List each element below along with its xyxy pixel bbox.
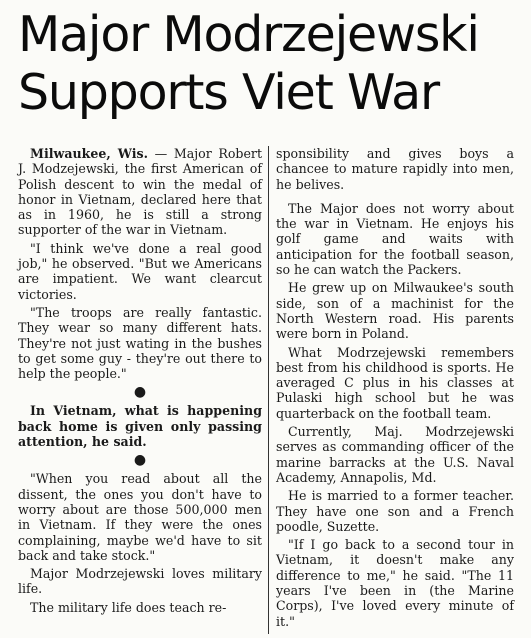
pull-quote: In Vietnam, what is happening back home is given only passing attention, he said. bbox=[18, 403, 262, 450]
paragraph: The military life does teach re- bbox=[30, 599, 227, 615]
paragraph: He is married to a former teacher. They have one son and a French poodle, Suzette. bbox=[276, 488, 514, 534]
paragraph: "I think we've done a real good job," he observed. "But we Americans are impatient. We want clearcut victories. bbox=[18, 240, 262, 302]
paragraph: Major Modrzejewski loves military life. bbox=[18, 566, 262, 597]
paragraph: What Modrzejewski remembers best from his childhood is sports. He averaged C plus in his classes at Pulaski high school but he was quarterback on the football team. bbox=[276, 344, 514, 421]
headline bbox=[18, 6, 523, 122]
lead-paragraph bbox=[18, 146, 262, 238]
paragraph: Currently, Maj. Modrzejewski serves as commanding officer of the marine barracks at the U.S. Naval Academy, Annapolis, Md. bbox=[276, 424, 514, 485]
paragraph: The Major does not worry about the war in Vietnam. He enjoys his golf game and waits with anticipation for the football season, so he can watch the Packers. bbox=[276, 200, 514, 278]
headline-line-2: Supports Viet War bbox=[18, 64, 439, 121]
paragraph: "The troops are really fantastic. They wear so many different hats. They're not just wating in the bushes to get some guy - they're out there to help the people." bbox=[18, 304, 262, 382]
paragraph: He grew up on Milwaukee's south side, son of a machinist for the North Western road. His parents were born in Poland. bbox=[276, 280, 514, 342]
dateline: Milwaukee, Wis. bbox=[30, 146, 148, 161]
paragraph: "When you read about all the dissent, the ones you don't have to worry about are those 500,000 men in Vietnam. If they were the ones complaining, maybe we'd have to sit back and take stock." bbox=[18, 471, 262, 563]
right-column bbox=[276, 146, 514, 632]
column-rule bbox=[268, 146, 269, 634]
left-column bbox=[18, 146, 262, 618]
headline-line-1: Major Modrzejewski bbox=[18, 6, 479, 63]
bullet-separator: ● bbox=[133, 452, 147, 469]
paragraph: "If I go back to a second tour in Vietnam, it doesn't make any difference to me," he said. "The 11 years I've been in (the Marine Corps), I've loved every minute of it." bbox=[276, 537, 514, 629]
paragraph: sponsibility and gives boys a chancee to mature rapidly into men, he belives. bbox=[276, 146, 514, 192]
lead-text: — Major Robert J. Modzejewski, the first American of Polish descent to win the medal of honor in Vietnam, declared here that as in 1960, he is still a strong supporter of the war in Vietnam. bbox=[18, 146, 262, 238]
bullet-separator: ● bbox=[133, 384, 147, 401]
